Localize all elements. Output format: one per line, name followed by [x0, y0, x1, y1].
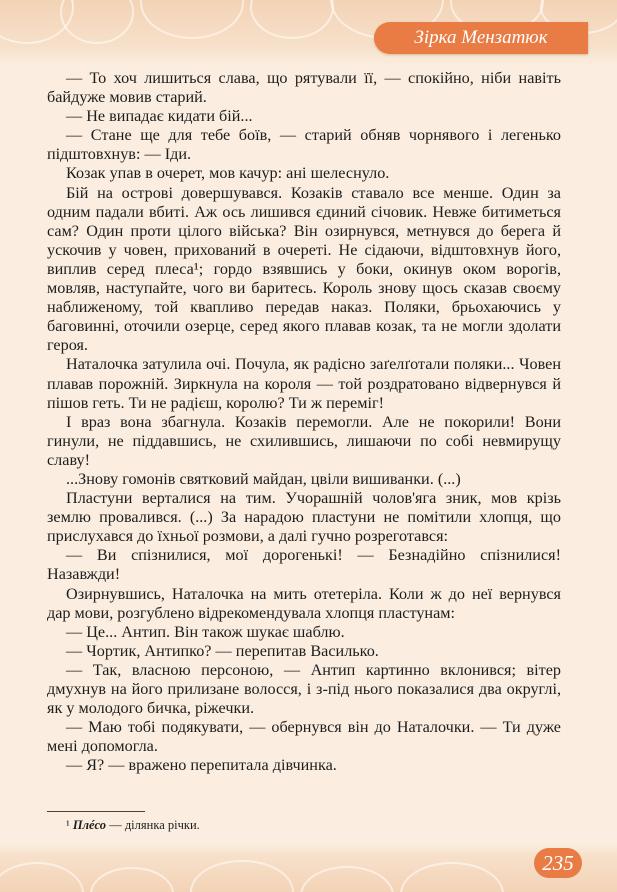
paragraph: — То хоч лишиться слава, що рятували її, — спокійно, ніби навіть байдуже мовив старий. [47, 69, 561, 107]
bottom-ornament-band [0, 842, 617, 892]
paragraph: — Я? — вражено перепитала дівчинка. [66, 756, 337, 775]
footnote-divider [47, 811, 145, 812]
paragraph: І враз вона збагнула. Козаків перемогли. Але не покорили! Вони гинули, не піддавшись, не схилившись, лишаючи по собі невмирущу славу! [47, 412, 561, 469]
footnote-definition: — ділянка річки. [106, 818, 200, 832]
ornament-swirl-icon [0, 862, 84, 892]
paragraph: — Ви спізнилися, мої дорогенькі! — Безнадійно спізнилися! Назавжди! [47, 546, 561, 584]
paragraph: — Так, власною персоною, — Антип картинно вклонився; вітер дмухнув на його прилизане волосся, і з-під нього показалися два округлі, як у молодого бичка, ріжечки. [47, 660, 561, 718]
paragraph: ...Знову гомонів святковий майдан, цвіли вишиванки. (...) [66, 469, 461, 488]
story-text [47, 69, 561, 775]
page-number-badge [534, 848, 582, 878]
ornament-swirl-icon [250, 0, 334, 39]
paragraph: — Це... Антип. Він також шукає шаблю. [66, 622, 345, 641]
ornament-swirl-icon [90, 867, 174, 892]
page-number: 235 [542, 851, 574, 875]
ornament-swirl-icon [400, 862, 504, 892]
paragraph: Бій на острові довершувався. Козаків ставало все менше. Один за одним падали вбиті. Аж ось лишився єдиний січовик. Невже битиметься сам? Один проти цілого війська? Він озирнувся, метнувся до берега й ускочив у човен, прихований в очереті. Не сідаючи, відштовхнув його, виплив серед плеса¹; гордо взявшись у боки, окинув оком ворогів, мовляв, наступайте, чого ви баритесь. Король знову щось сказав своєму наближеному, той квапливо передав наказ. Поляки, брьохаючись у баговинні, оточили озерце, серед якого плавав козак, та не могли здолати героя. [47, 183, 561, 355]
paragraph: Наталочка затулила очі. Почула, як радісно заґелґотали поляки... Човен плавав порожній. Зиркнула на короля — той роздратовано відвернувся й пішов геть. Ти не радієш, королю? Ти ж переміг! [47, 355, 561, 412]
footnote-term: Плéсо [72, 818, 107, 832]
footnote-marker: ¹ [66, 818, 70, 832]
paragraph: Козак упав в очерет, мов качур: ані шелеснуло. [66, 164, 390, 183]
paragraph: — Стане ще для тебе боїв, — старий обняв чорнявого і легенько підштовхнув: — Іди. [47, 126, 561, 164]
author-name: Зірка Мензатюк [414, 27, 548, 48]
ornament-swirl-icon [300, 866, 394, 892]
footnote [66, 818, 466, 833]
paragraph: — Маю тобі подякувати, — обернувся він до Наталочки. — Ти дуже мені допомогла. [47, 718, 561, 756]
paragraph: — Чортик, Антипко? — перепитав Василько. [66, 641, 379, 660]
ornament-swirl-icon [140, 0, 244, 39]
author-header-tab [374, 22, 588, 54]
ornament-swirl-icon [60, 0, 134, 44]
paragraph: Пластуни верталися на тим. Учорашній чолов'яга зник, мов крізь землю провалився. (...) За нарадою пластуни не помітили хлопця, що прислухався до їхньої розмови, а далі гучно розреготався: [47, 489, 561, 546]
paragraph: — Не випадає кидати бій... [66, 107, 253, 126]
paragraph: Озирнувшись, Наталочка на мить отетеріла. Коли ж до неї вернувся дар мови, розгублено відрекомендувала хлопця пластунам: [47, 584, 561, 622]
ornament-swirl-icon [190, 860, 294, 892]
